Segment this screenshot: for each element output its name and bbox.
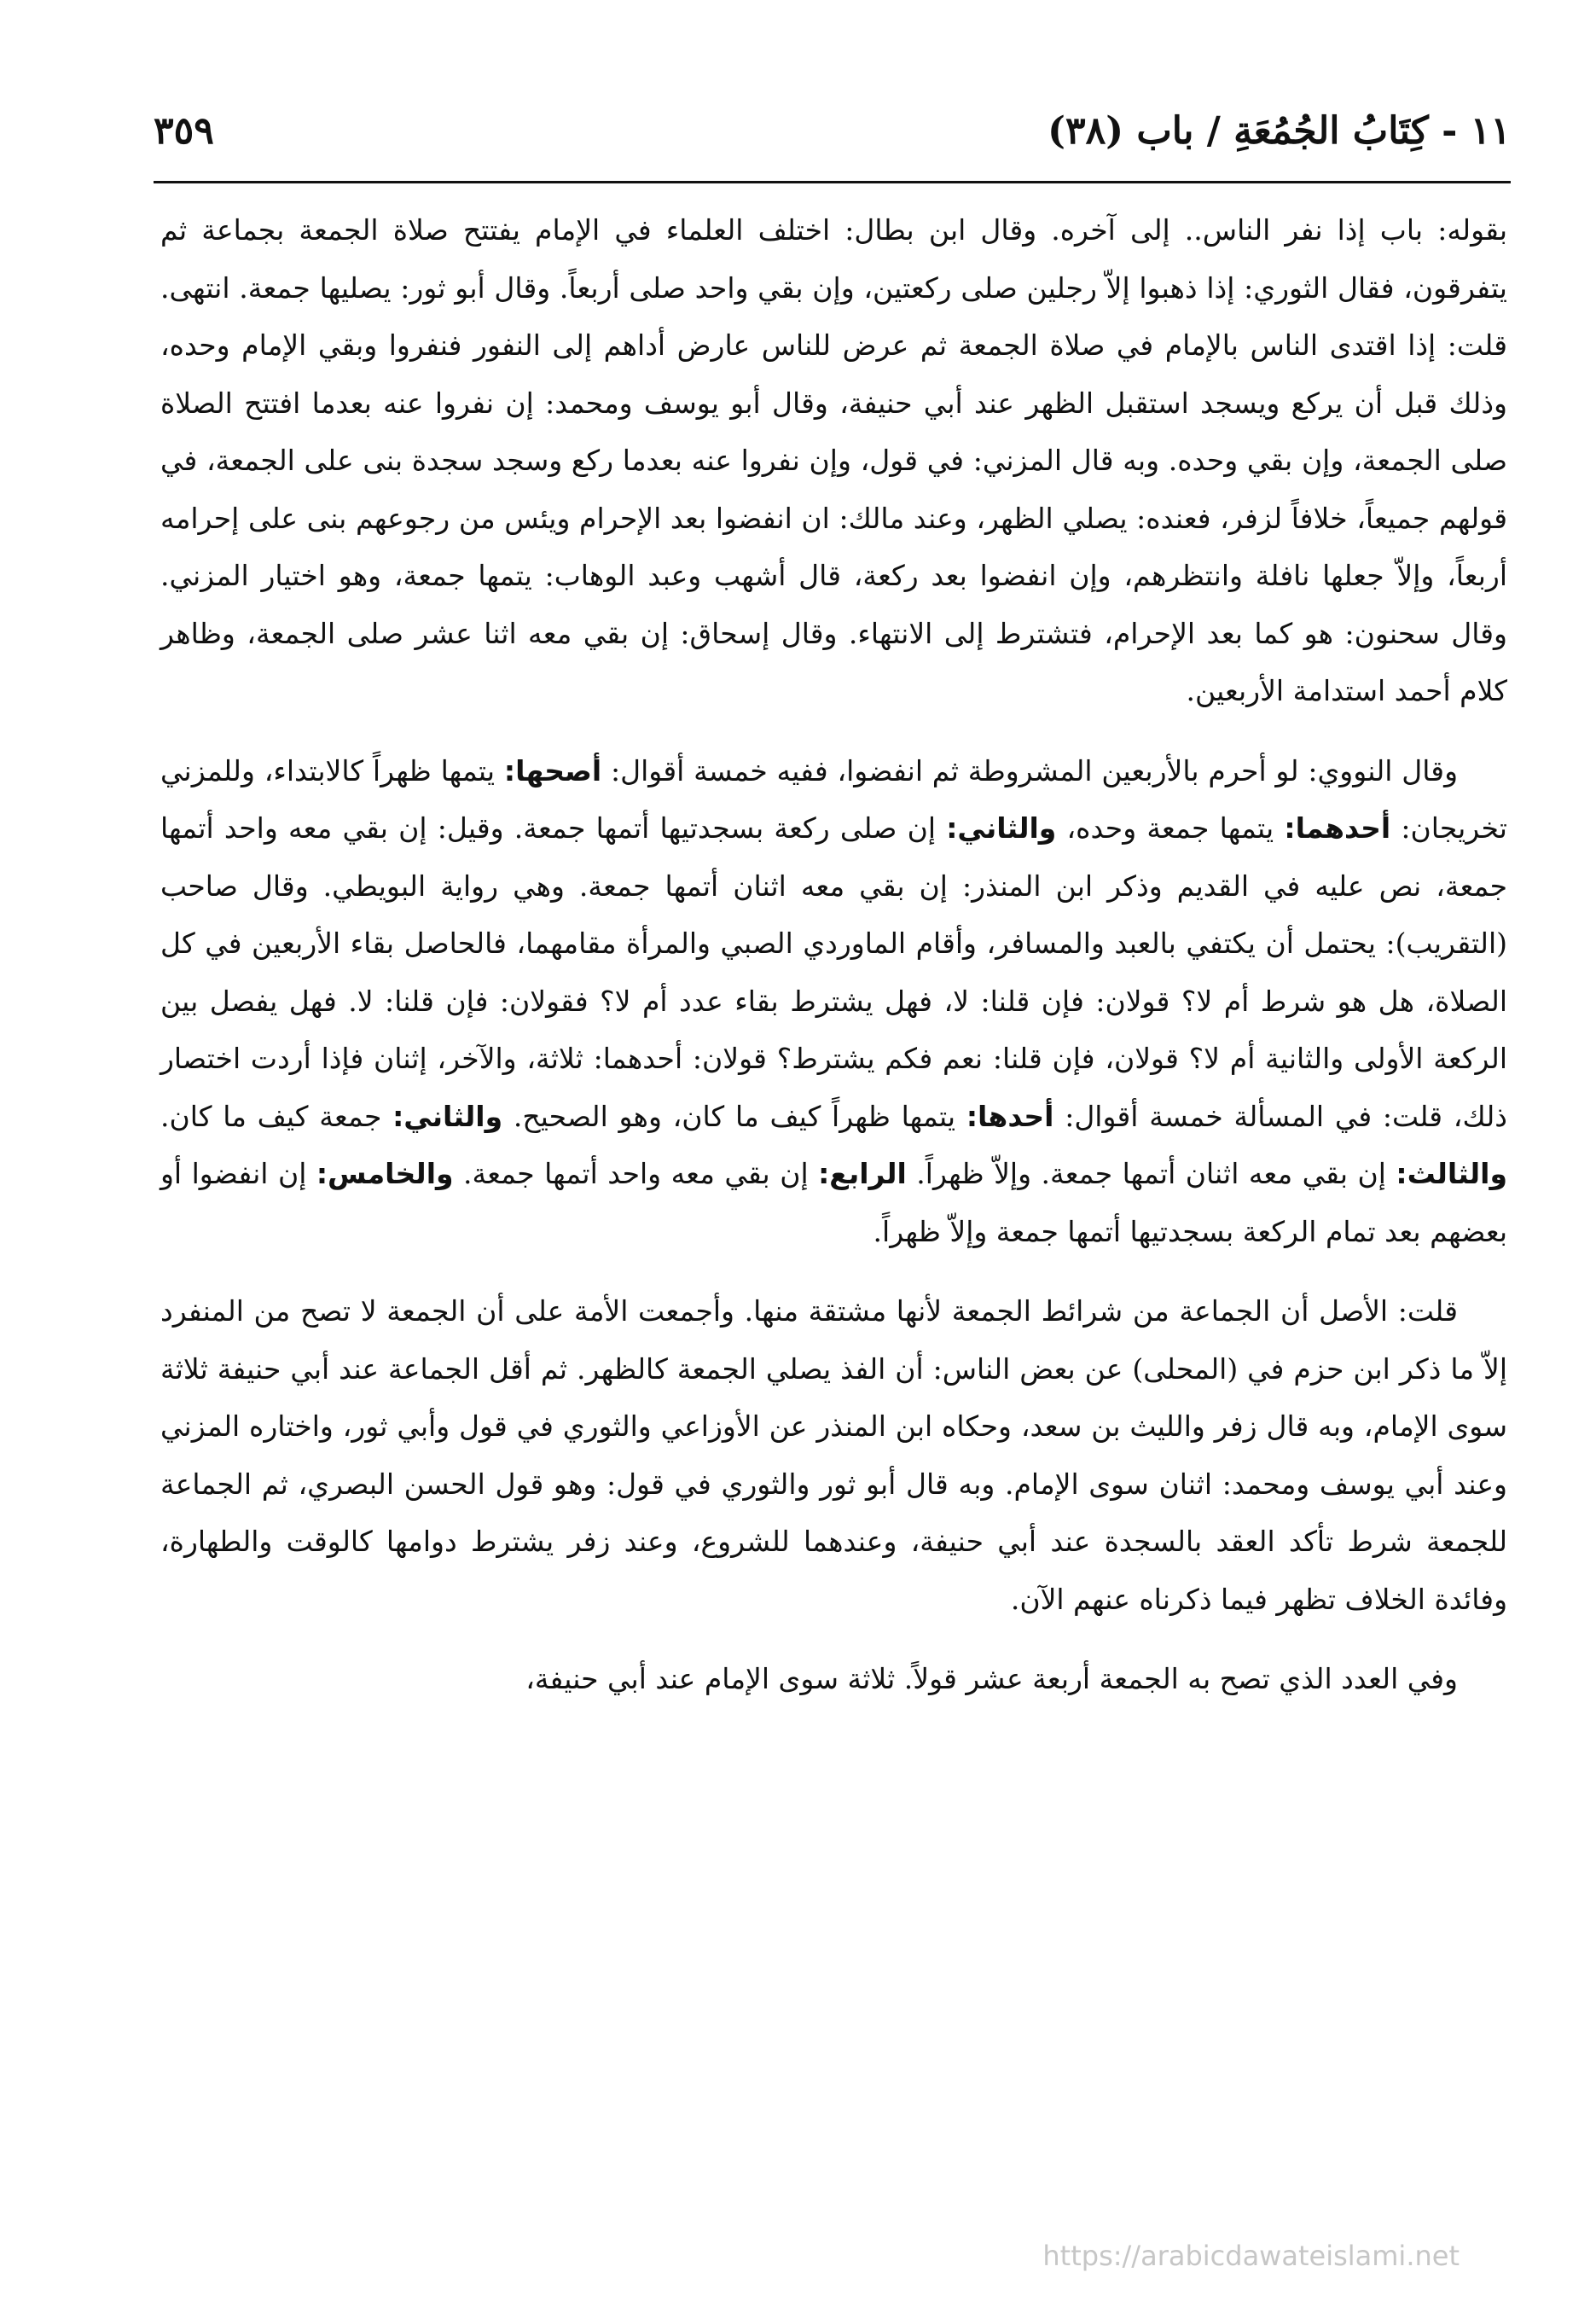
- text-run: إن صلى ركعة بسجدتيها أتمها جمعة. وقيل: إن بقي معه واحد أتمها جمعة، نص عليه في القديم وذكر ابن المنذر: إن بقي معه اثنان أتمها جمعة. وهي رواية البويطي. وقال صاحب (التقريب): يحتمل أن يكتفي بالعبد والمسافر، وأقام الماوردي الصبي والمرأة مقامهما، فالحاصل بقاء الأربعين في كل الصلاة، هل هو شرط أم لا؟ قولان: فإن قلنا: لا، فهل يشترط بقاء عدد أم لا؟ فقولان: فإن قلنا: لا. فهل يفصل بين الركعة الأولى والثانية أم لا؟ قولان، فإن قلنا: نعم فكم يشترط؟ قولان: أحدهما: ثلاثة، والآخر، إثنان فإذا أردت اختصار ذلك، قلت: في المسألة خمسة أقوال:: [160, 811, 1508, 1133]
- page-number: ٣٥٩: [154, 109, 214, 153]
- bold-term: أصحها:: [503, 753, 602, 787]
- paragraph-gap: [160, 720, 1507, 742]
- bold-term: الرابع:: [818, 1157, 907, 1190]
- running-title: ١١ - كِتَابُ الجُمُعَةِ / باب (٣٨): [1048, 109, 1511, 153]
- text-run: وقال النووي: لو أحرم بالأربعين المشروطة ثم انفضوا، ففيه خمسة أقوال:: [601, 753, 1459, 787]
- header-rule: [154, 181, 1511, 183]
- paragraph-gap: [160, 1628, 1507, 1650]
- paragraph-3: [160, 1282, 1507, 1628]
- text-run: إن انفضوا أو بعضهم بعد تمام الركعة بسجدتيها أتمها جمعة وإلاّ ظهراً.: [160, 1157, 1507, 1248]
- text-run: إن بقي معه واحد أتمها جمعة.: [453, 1157, 819, 1190]
- paragraph-1: [160, 201, 1507, 720]
- source-watermark: https://arabicdawateislami.net: [1042, 2240, 1460, 2272]
- text-run: بقوله: باب إذا نفر الناس.. إلى آخره. وقال ابن بطال: اختلف العلماء في الإمام يفتتح صلاة الجمعة بجماعة ثم يتفرقون، فقال الثوري: إذا ذهبوا إلاّ رجلين صلى ركعتين، وإن بقي واحد صلى أربعاً. وقال أبو ثور: يصليها جمعة. انتهى. قلت: إذا اقتدى الناس بالإمام في صلاة الجمعة ثم عرض للناس عارض أداهم إلى النفور فنفروا وبقي الإمام وحده، وذلك قبل أن يركع ويسجد استقبل الظهر عند أبي حنيفة، وقال أبو يوسف ومحمد: إن نفروا عنه بعدما افتتح الصلاة صلى الجمعة، وإن بقي وحده. وبه قال المزني: في قول، وإن نفروا عنه بعدما ركع وسجد سجدة بنى على الجمعة، في قولهم جميعاً، خلافاً لزفر، فعنده: يصلي الظهر، وعند مالك: ان انفضوا بعد الإحرام ويئس من رجوعهم بنى على إحرامه أربعاً، وإلاّ جعلها نافلة وانتظرهم، وإن انفضوا بعد ركعة، قال أشهب وعبد الوهاب: يتمها جمعة، وهو اختيار المزني. وقال سحنون: هو كما بعد الإحرام، فتشترط إلى الانتهاء. وقال إسحاق: إن بقي معه اثنا عشر صلى الجمعة، وظاهر كلام أحمد استدامة الأربعين.: [160, 213, 1507, 707]
- bold-term: والثالث:: [1396, 1157, 1507, 1190]
- text-run: يتمها ظهراً كالابتداء، وللمزني تخريجان:: [160, 753, 1507, 845]
- bold-term: أحدهما:: [1284, 811, 1391, 845]
- paragraph-2: [160, 742, 1507, 1261]
- bold-term: والثاني:: [392, 1099, 503, 1133]
- body-text: [160, 201, 1507, 1708]
- text-run: يتمها ظهراً كيف ما كان، وهو الصحيح.: [502, 1099, 966, 1133]
- text-run: وفي العدد الذي تصح به الجمعة أربعة عشر قولاً. ثلاثة سوى الإمام عند أبي حنيفة،: [525, 1662, 1458, 1695]
- page-header: [154, 109, 1511, 177]
- paragraph-4: [160, 1650, 1507, 1708]
- paragraph-gap: [160, 1260, 1507, 1282]
- bold-term: والثاني:: [946, 811, 1057, 845]
- text-run: يتمها جمعة وحده،: [1056, 811, 1285, 845]
- text-run: إن بقي معه اثنان أتمها جمعة. وإلاّ ظهراً.: [906, 1157, 1396, 1190]
- bold-term: أحدها:: [966, 1099, 1054, 1133]
- bold-term: والخامس:: [316, 1157, 454, 1190]
- text-run: جمعة كيف ما كان.: [160, 1099, 393, 1133]
- text-run: قلت: الأصل أن الجماعة من شرائط الجمعة لأنها مشتقة منها. وأجمعت الأمة على أن الجمعة لا تصح من المنفرد إلاّ ما ذكر ابن حزم في (المحلى) عن بعض الناس: أن الفذ يصلي الجمعة كالظهر. ثم أقل الجماعة عند أبي حنيفة ثلاثة سوى الإمام، وبه قال زفر والليث بن سعد، وحكاه ابن المنذر عن الأوزاعي والثوري في قول وأبي ثور، واختاره المزني وعند أبي يوسف ومحمد: اثنان سوى الإمام. وبه قال أبو ثور والثوري في قول: وهو قول الحسن البصري، ثم الجماعة للجمعة شرط تأكد العقد بالسجدة عند أبي حنيفة، وعندهما للشروع، وعند زفر يشترط دوامها كالوقت والطهارة، وفائدة الخلاف تظهر فيما ذكرناه عنهم الآن.: [160, 1294, 1507, 1616]
